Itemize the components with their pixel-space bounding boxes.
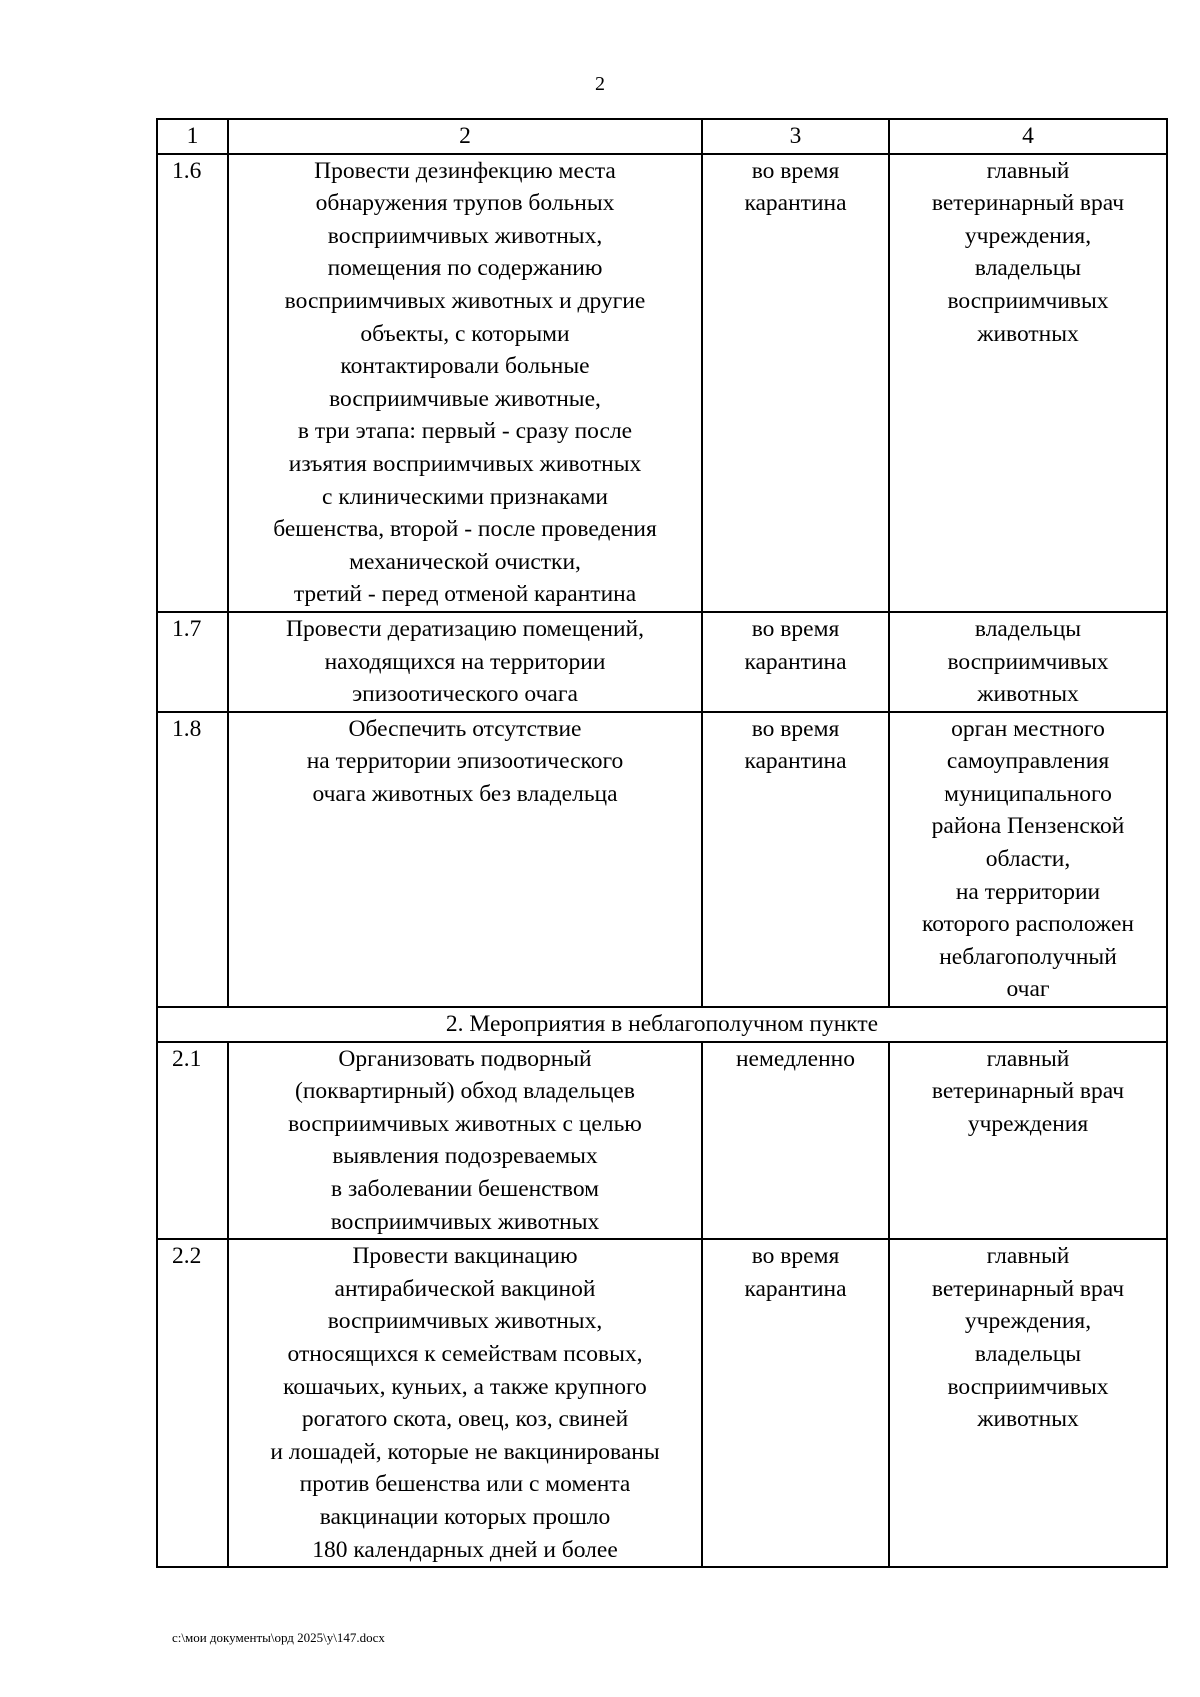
action-cell [228, 154, 702, 612]
action-cell-line: относящихся к семействам псовых, [287, 1340, 643, 1367]
responsible-cell-line: владельцы [974, 255, 1082, 282]
term-cell [702, 1239, 889, 1567]
action-cell-line: рогатого скота, овец, коз, свиней [301, 1406, 629, 1433]
responsible-cell [889, 712, 1167, 1007]
responsible-cell-line: главный [986, 157, 1070, 184]
responsible-cell-line: учреждения [967, 1110, 1089, 1137]
action-cell-line: контактировали больные [340, 353, 590, 380]
action-cell-line: в заболевании бешенством [330, 1176, 600, 1202]
responsible-cell-line: ветеринарный врач [931, 190, 1125, 217]
responsible-cell-line: ветеринарный врач [931, 1078, 1125, 1105]
responsible-cell-line: животных [977, 320, 1079, 347]
action-cell-line: эпизоотического очага [352, 681, 578, 708]
row-number: 1.7 [157, 612, 228, 712]
action-cell-line: очага животных без владельца [312, 780, 618, 807]
term-cell-line: карантина [744, 190, 847, 217]
term-cell-line: карантина [744, 648, 847, 675]
action-cell-line: третий - перед отменой карантина [293, 581, 637, 608]
responsible-cell-line: муниципального [944, 780, 1112, 807]
responsible-cell-line: животных [977, 681, 1079, 708]
action-cell [228, 1042, 702, 1240]
action-cell-line: и лошадей, которые не вакцинированы [270, 1438, 660, 1465]
action-cell [228, 1239, 702, 1567]
term-cell [702, 154, 889, 612]
term-cell [702, 712, 889, 1007]
action-cell-line: Провести дератизацию помещений, [285, 615, 644, 642]
action-cell-line: помещения по содержанию [327, 255, 603, 282]
term-cell-line: во время [751, 1243, 840, 1270]
action-cell-line: выявления подозреваемых [332, 1143, 598, 1170]
responsible-cell-line: восприимчивых [947, 287, 1109, 314]
term-cell [702, 612, 889, 712]
term-cell-line: карантина [744, 1275, 847, 1302]
action-cell-line: Провести дезинфекцию места [314, 157, 616, 184]
responsible-cell-line: ветеринарный врач [931, 1275, 1125, 1302]
section-title: 2. Мероприятия в неблагополучном пункте [157, 1007, 1167, 1042]
responsible-cell-line: которого расположен [921, 911, 1134, 938]
action-cell-line: Обеспечить отсутствие [348, 715, 582, 742]
action-cell-line: восприимчивые животные, [329, 385, 601, 412]
action-cell-line: восприимчивых животных с целью [288, 1110, 642, 1137]
responsible-cell-line: неблагополучный [939, 943, 1117, 970]
action-cell [228, 612, 702, 712]
responsible-cell [889, 154, 1167, 612]
responsible-cell-line: орган местного [951, 715, 1105, 742]
responsible-cell-line: очаг [1006, 976, 1050, 1003]
action-cell-line: против бешенства или с момента [299, 1471, 631, 1498]
page-number: 2 [595, 73, 605, 95]
action-cell-line: находящихся на территории [324, 648, 606, 675]
table-row [157, 612, 1167, 712]
responsible-cell-line: восприимчивых [947, 1373, 1109, 1400]
responsible-cell [889, 1239, 1167, 1567]
action-cell-line: 180 календарных дней и более [312, 1536, 618, 1563]
term-cell [702, 1042, 889, 1240]
file-path-footer: c:\мои документы\орд 2025\у\147.docx [172, 1630, 385, 1645]
term-cell-line: карантина [744, 748, 847, 775]
responsible-cell-line: животных [977, 1406, 1079, 1433]
header-cell-2: 2 [228, 119, 702, 154]
term-cell-line: немедленно [735, 1045, 855, 1072]
responsible-cell-line: самоуправления [946, 748, 1110, 775]
action-cell-line: обнаружения трупов больных [315, 190, 615, 217]
term-cell-line: во время [751, 715, 840, 742]
action-cell-line: антирабической вакциной [334, 1275, 596, 1302]
table-row [157, 712, 1167, 1007]
responsible-cell-line: учреждения, [964, 222, 1092, 249]
responsible-cell [889, 612, 1167, 712]
action-cell-line: восприимчивых животных, [327, 1308, 603, 1335]
row-number: 1.8 [157, 712, 228, 1007]
table-row [157, 1239, 1167, 1567]
action-cell-line: механической очистки, [349, 548, 581, 575]
action-cell [228, 712, 702, 1007]
action-cell-line: восприимчивых животных [330, 1208, 600, 1235]
action-cell-line: объекты, с которыми [360, 320, 570, 347]
responsible-cell-line: владельцы [974, 1340, 1082, 1367]
action-cell-line: на территории эпизоотического [306, 748, 624, 775]
row-number: 2.1 [157, 1042, 228, 1240]
responsible-cell-line: района Пензенской [931, 813, 1125, 840]
responsible-cell-line: владельцы [974, 615, 1082, 642]
responsible-cell-line: главный [986, 1243, 1070, 1270]
responsible-cell [889, 1042, 1167, 1240]
section-row [157, 1007, 1167, 1042]
action-cell-line: в три этапа: первый - сразу после [297, 418, 633, 445]
responsible-cell-line: восприимчивых [947, 648, 1109, 675]
header-cell-3: 3 [702, 119, 889, 154]
measures-table-body [157, 119, 1167, 1567]
action-cell-line: кошачьих, куньих, а также крупного [283, 1373, 647, 1400]
responsible-cell-line: области, [985, 846, 1071, 873]
header-cell-4: 4 [889, 119, 1167, 154]
action-cell-line: Организовать подворный [338, 1045, 592, 1072]
responsible-cell-line: учреждения, [964, 1308, 1092, 1335]
action-cell-line: (поквартирный) обход владельцев [295, 1078, 635, 1105]
action-cell-line: бешенства, второй - после проведения [273, 516, 657, 543]
action-cell-line: восприимчивых животных и другие [284, 287, 646, 314]
table-header-row [157, 119, 1167, 154]
action-cell-line: с клиническими признаками [322, 483, 608, 510]
action-cell-line: изъятия восприимчивых животных [288, 450, 642, 477]
header-cell-1: 1 [157, 119, 228, 154]
responsible-cell-line: главный [986, 1045, 1070, 1072]
measures-table [156, 118, 1168, 1568]
action-cell-line: вакцинации которых прошло [319, 1503, 611, 1530]
table-row [157, 1042, 1167, 1240]
row-number: 2.2 [157, 1239, 228, 1567]
term-cell-line: во время [751, 157, 840, 184]
term-cell-line: во время [751, 615, 840, 642]
action-cell-line: восприимчивых животных, [327, 222, 603, 249]
responsible-cell-line: на территории [955, 878, 1101, 905]
row-number: 1.6 [157, 154, 228, 612]
table-row [157, 154, 1167, 612]
action-cell-line: Провести вакцинацию [352, 1243, 578, 1270]
